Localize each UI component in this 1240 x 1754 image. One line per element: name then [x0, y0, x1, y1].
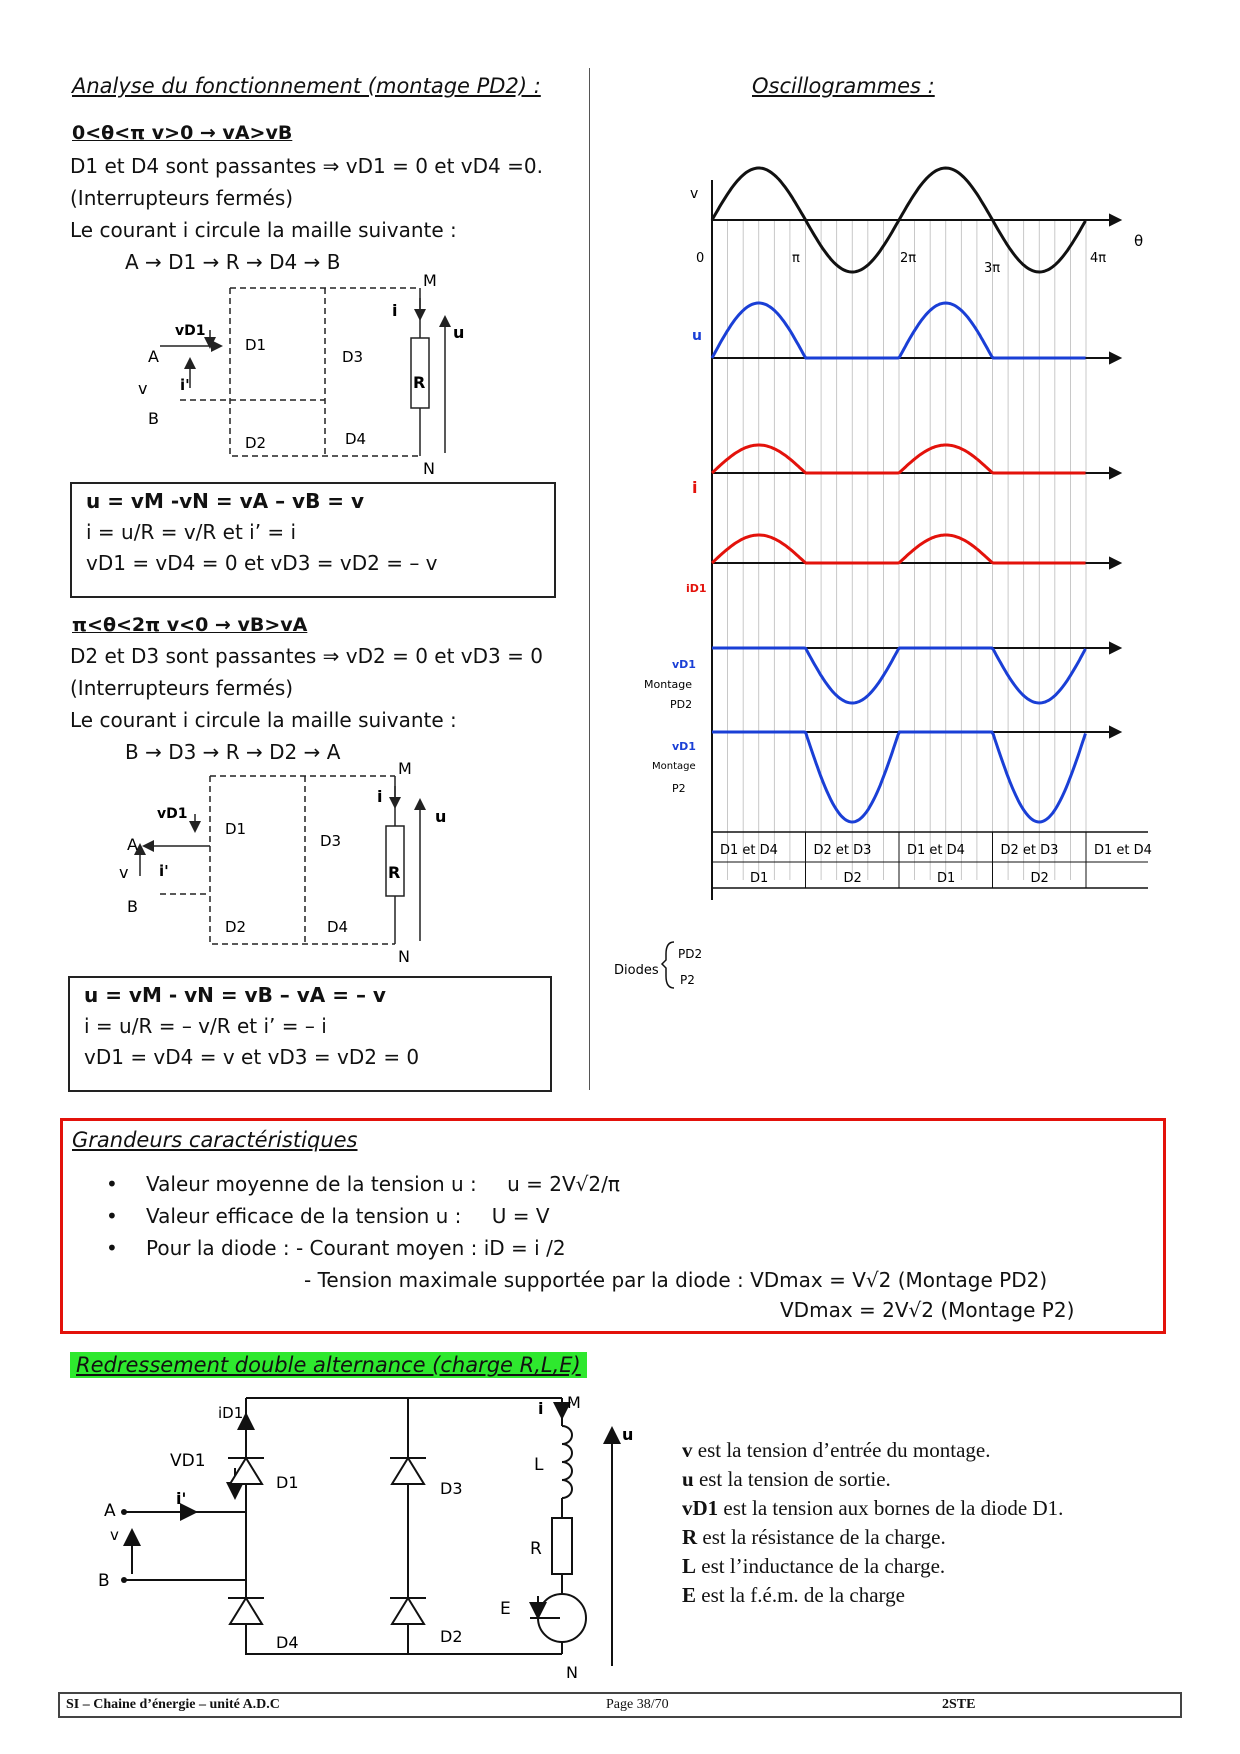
- rle-title: Redressement double alternance (charge R,L,E): [70, 1352, 587, 1378]
- case2-eq1: u = vM - vN = vB – vA = – v: [84, 983, 386, 1007]
- osc-vd1-pd2-3: PD2: [670, 698, 693, 711]
- c2-B: B: [127, 897, 138, 916]
- osc-p2-label: P2: [680, 973, 695, 987]
- legend-item: R est la résistance de la charge.: [682, 1525, 946, 1549]
- osc-pd2-label: PD2: [678, 947, 703, 961]
- osc-label-v: v: [690, 186, 699, 202]
- osc-label-u: u: [692, 328, 702, 344]
- case1-path: A → D1 → R → D4 → B: [125, 250, 341, 274]
- c2-d2: D2: [225, 918, 247, 936]
- c1-v: v: [138, 379, 148, 398]
- bridge-circuit-1: [120, 271, 465, 478]
- osc-diodes-label: Diodes: [614, 963, 659, 978]
- osc-tick-pi: π: [792, 251, 800, 266]
- osc-vd1-p2-2: Montage: [652, 761, 696, 772]
- case2-equations: [68, 976, 552, 1092]
- osc-arrow: [1110, 215, 1120, 225]
- pd2-cell: D1 et D4: [720, 843, 778, 858]
- grandeurs-item3b: - Tension maximale supportée par la diode : VDmax = V√2 (Montage PD2): [304, 1268, 1048, 1292]
- osc-tick-0: 0: [696, 251, 705, 266]
- osc-label-theta: θ: [1134, 232, 1144, 250]
- case1-condition: 0<θ<π v>0 → vA>vB: [72, 122, 293, 144]
- c1-N: N: [423, 459, 435, 478]
- rle-d4: D4: [276, 1633, 299, 1652]
- pd2-cell: D1 et D4: [1094, 843, 1152, 858]
- c1-i: i: [392, 301, 398, 320]
- rle-E: E: [500, 1599, 511, 1619]
- rle-v: v: [110, 1526, 119, 1544]
- analyse-title: Analyse du fonctionnement (montage PD2) :: [72, 74, 541, 98]
- item1-label: Valeur moyenne de la tension u :: [146, 1172, 477, 1196]
- legend-item: vD1 est la tension aux bornes de la diode D1.: [682, 1496, 1064, 1520]
- case2-path: B → D3 → R → D2 → A: [125, 740, 341, 764]
- rle-M: M: [567, 1393, 581, 1412]
- rle-B: B: [98, 1571, 110, 1591]
- c1-ip: i': [180, 376, 190, 394]
- c2-d3: D3: [320, 832, 342, 850]
- rle-d1: D1: [276, 1473, 299, 1492]
- rle-vd1: VD1: [170, 1451, 206, 1471]
- c1-A: A: [148, 347, 159, 366]
- footer-page: Page 38/70: [606, 1697, 669, 1712]
- p2-cell: D1: [750, 871, 769, 886]
- rle-ip: i': [176, 1489, 187, 1508]
- pd2-cell: D2 et D3: [1000, 843, 1059, 858]
- c1-u: u: [453, 323, 465, 342]
- p2-cell: D2: [843, 871, 862, 886]
- osc-tick-3pi: 3π: [984, 261, 1001, 276]
- rle-N: N: [566, 1663, 578, 1682]
- c1-B: B: [148, 409, 159, 428]
- legend-item: v est la tension d’entrée du montage.: [682, 1438, 991, 1462]
- c2-vd1: vD1: [157, 806, 188, 822]
- item2-value: U = V: [491, 1204, 550, 1228]
- osc-grid: [712, 220, 1086, 880]
- osc-arrow: [1110, 727, 1120, 737]
- c1-d4: D4: [345, 430, 367, 448]
- c1-R: R: [413, 373, 426, 392]
- rle-id1: iD1: [218, 1404, 244, 1422]
- grandeurs-item1: • Valeur moyenne de la tension u : u = 2V√2/π: [106, 1172, 620, 1196]
- case2-line2: (Interrupteurs fermés): [70, 676, 294, 700]
- osc-arrow: [1110, 558, 1120, 568]
- rle-R: R: [530, 1539, 542, 1559]
- p2-cell: D1: [937, 871, 956, 886]
- rle-d3: D3: [440, 1479, 463, 1498]
- c2-N: N: [398, 947, 410, 966]
- c1-d1: D1: [245, 336, 267, 354]
- case2-line1: D2 et D3 sont passantes ⇒ vD2 = 0 et vD3 = 0: [70, 644, 543, 668]
- footer-right: 2STE: [942, 1697, 976, 1712]
- grandeurs-item3: • Pour la diode : - Courant moyen : iD = i /2: [106, 1236, 566, 1260]
- pd2-cell: D1 et D4: [907, 843, 965, 858]
- c2-u: u: [435, 807, 447, 826]
- c1-d2: D2: [245, 434, 267, 452]
- footer: [58, 1692, 1182, 1718]
- case1-line1: D1 et D4 sont passantes ⇒ vD1 = 0 et vD4 =0.: [70, 154, 543, 178]
- item2-label: Valeur efficace de la tension u :: [146, 1204, 462, 1228]
- oscillo-title: Oscillogrammes :: [752, 74, 935, 98]
- case1-line2: (Interrupteurs fermés): [70, 186, 294, 210]
- item1-value: u = 2V√2/π: [507, 1172, 620, 1196]
- c2-M: M: [398, 759, 412, 778]
- c2-ip: i': [159, 862, 169, 880]
- c2-R: R: [388, 863, 401, 882]
- rle-legend: [682, 1436, 1063, 1610]
- legend-item: L est l’inductance de la charge.: [682, 1554, 946, 1578]
- rle-u: u: [622, 1425, 634, 1444]
- osc-tick-4pi: 4π: [1090, 251, 1107, 266]
- osc-axes: [712, 180, 1120, 900]
- rle-i: i: [538, 1399, 544, 1418]
- rle-A: A: [104, 1501, 116, 1521]
- c1-d3: D3: [342, 348, 364, 366]
- case2-eq3: vD1 = vD4 = v et vD3 = vD2 = 0: [84, 1045, 420, 1069]
- case1-eq2: i = u/R = v/R et i’ = i: [86, 520, 297, 544]
- c2-A: A: [127, 835, 138, 854]
- pd2-cell: D2 et D3: [813, 843, 872, 858]
- p2-cell: D2: [1030, 871, 1049, 886]
- rle-circuit: [90, 1386, 650, 1686]
- grandeurs-item3c: VDmax = 2V√2 (Montage P2): [780, 1298, 1075, 1322]
- case1-eq3: vD1 = vD4 = 0 et vD3 = vD2 = – v: [86, 551, 438, 575]
- case1-equations: [70, 482, 556, 598]
- footer-left: SI – Chaine d’énergie – unité A.D.C: [66, 1697, 280, 1712]
- case1-eq1: u = vM -vN = vA – vB = v: [86, 489, 365, 513]
- osc-label-id1: iD1: [686, 582, 707, 595]
- case2-condition: π<θ<2π v<0 → vB>vA: [72, 614, 308, 636]
- case2-eq2: i = u/R = – v/R et i’ = – i: [84, 1014, 327, 1038]
- legend-item: u est la tension de sortie.: [682, 1467, 891, 1491]
- osc-vd1-pd2-1: vD1: [672, 658, 696, 671]
- c2-i: i: [377, 787, 383, 806]
- case2-line3: Le courant i circule la maille suivante :: [70, 708, 457, 732]
- c1-vd1: vD1: [175, 323, 206, 339]
- osc-vd1-p2-1: vD1: [672, 740, 696, 753]
- osc-vd1-p2-3: P2: [672, 782, 686, 795]
- case1-line3: Le courant i circule la maille suivante :: [70, 218, 457, 242]
- c1-M: M: [423, 271, 437, 290]
- osc-vd1-pd2-2: Montage: [644, 678, 692, 691]
- osc-tick-2pi: 2π: [900, 251, 917, 266]
- c2-v: v: [119, 863, 129, 882]
- legend-item: E est la f.é.m. de la charge: [682, 1583, 905, 1607]
- item3-label: Pour la diode : - Courant moyen : iD = i /2: [146, 1236, 566, 1260]
- column-separator: [589, 68, 590, 1090]
- osc-arrow: [1110, 353, 1120, 363]
- rle-L: L: [534, 1455, 544, 1475]
- osc-arrow: [1110, 643, 1120, 653]
- rle-d2: D2: [440, 1627, 463, 1646]
- grandeurs-item2: • Valeur efficace de la tension u : U = V: [106, 1204, 550, 1228]
- grandeurs-title: Grandeurs caractéristiques: [72, 1128, 358, 1152]
- c2-d1: D1: [225, 820, 247, 838]
- osc-arrow: [1110, 468, 1120, 478]
- bridge-circuit-2: [115, 759, 455, 966]
- c2-d4: D4: [327, 918, 349, 936]
- osc-diode-cells: [712, 832, 1152, 888]
- osc-label-i: i: [692, 478, 698, 497]
- oscillograms: [600, 180, 1180, 1010]
